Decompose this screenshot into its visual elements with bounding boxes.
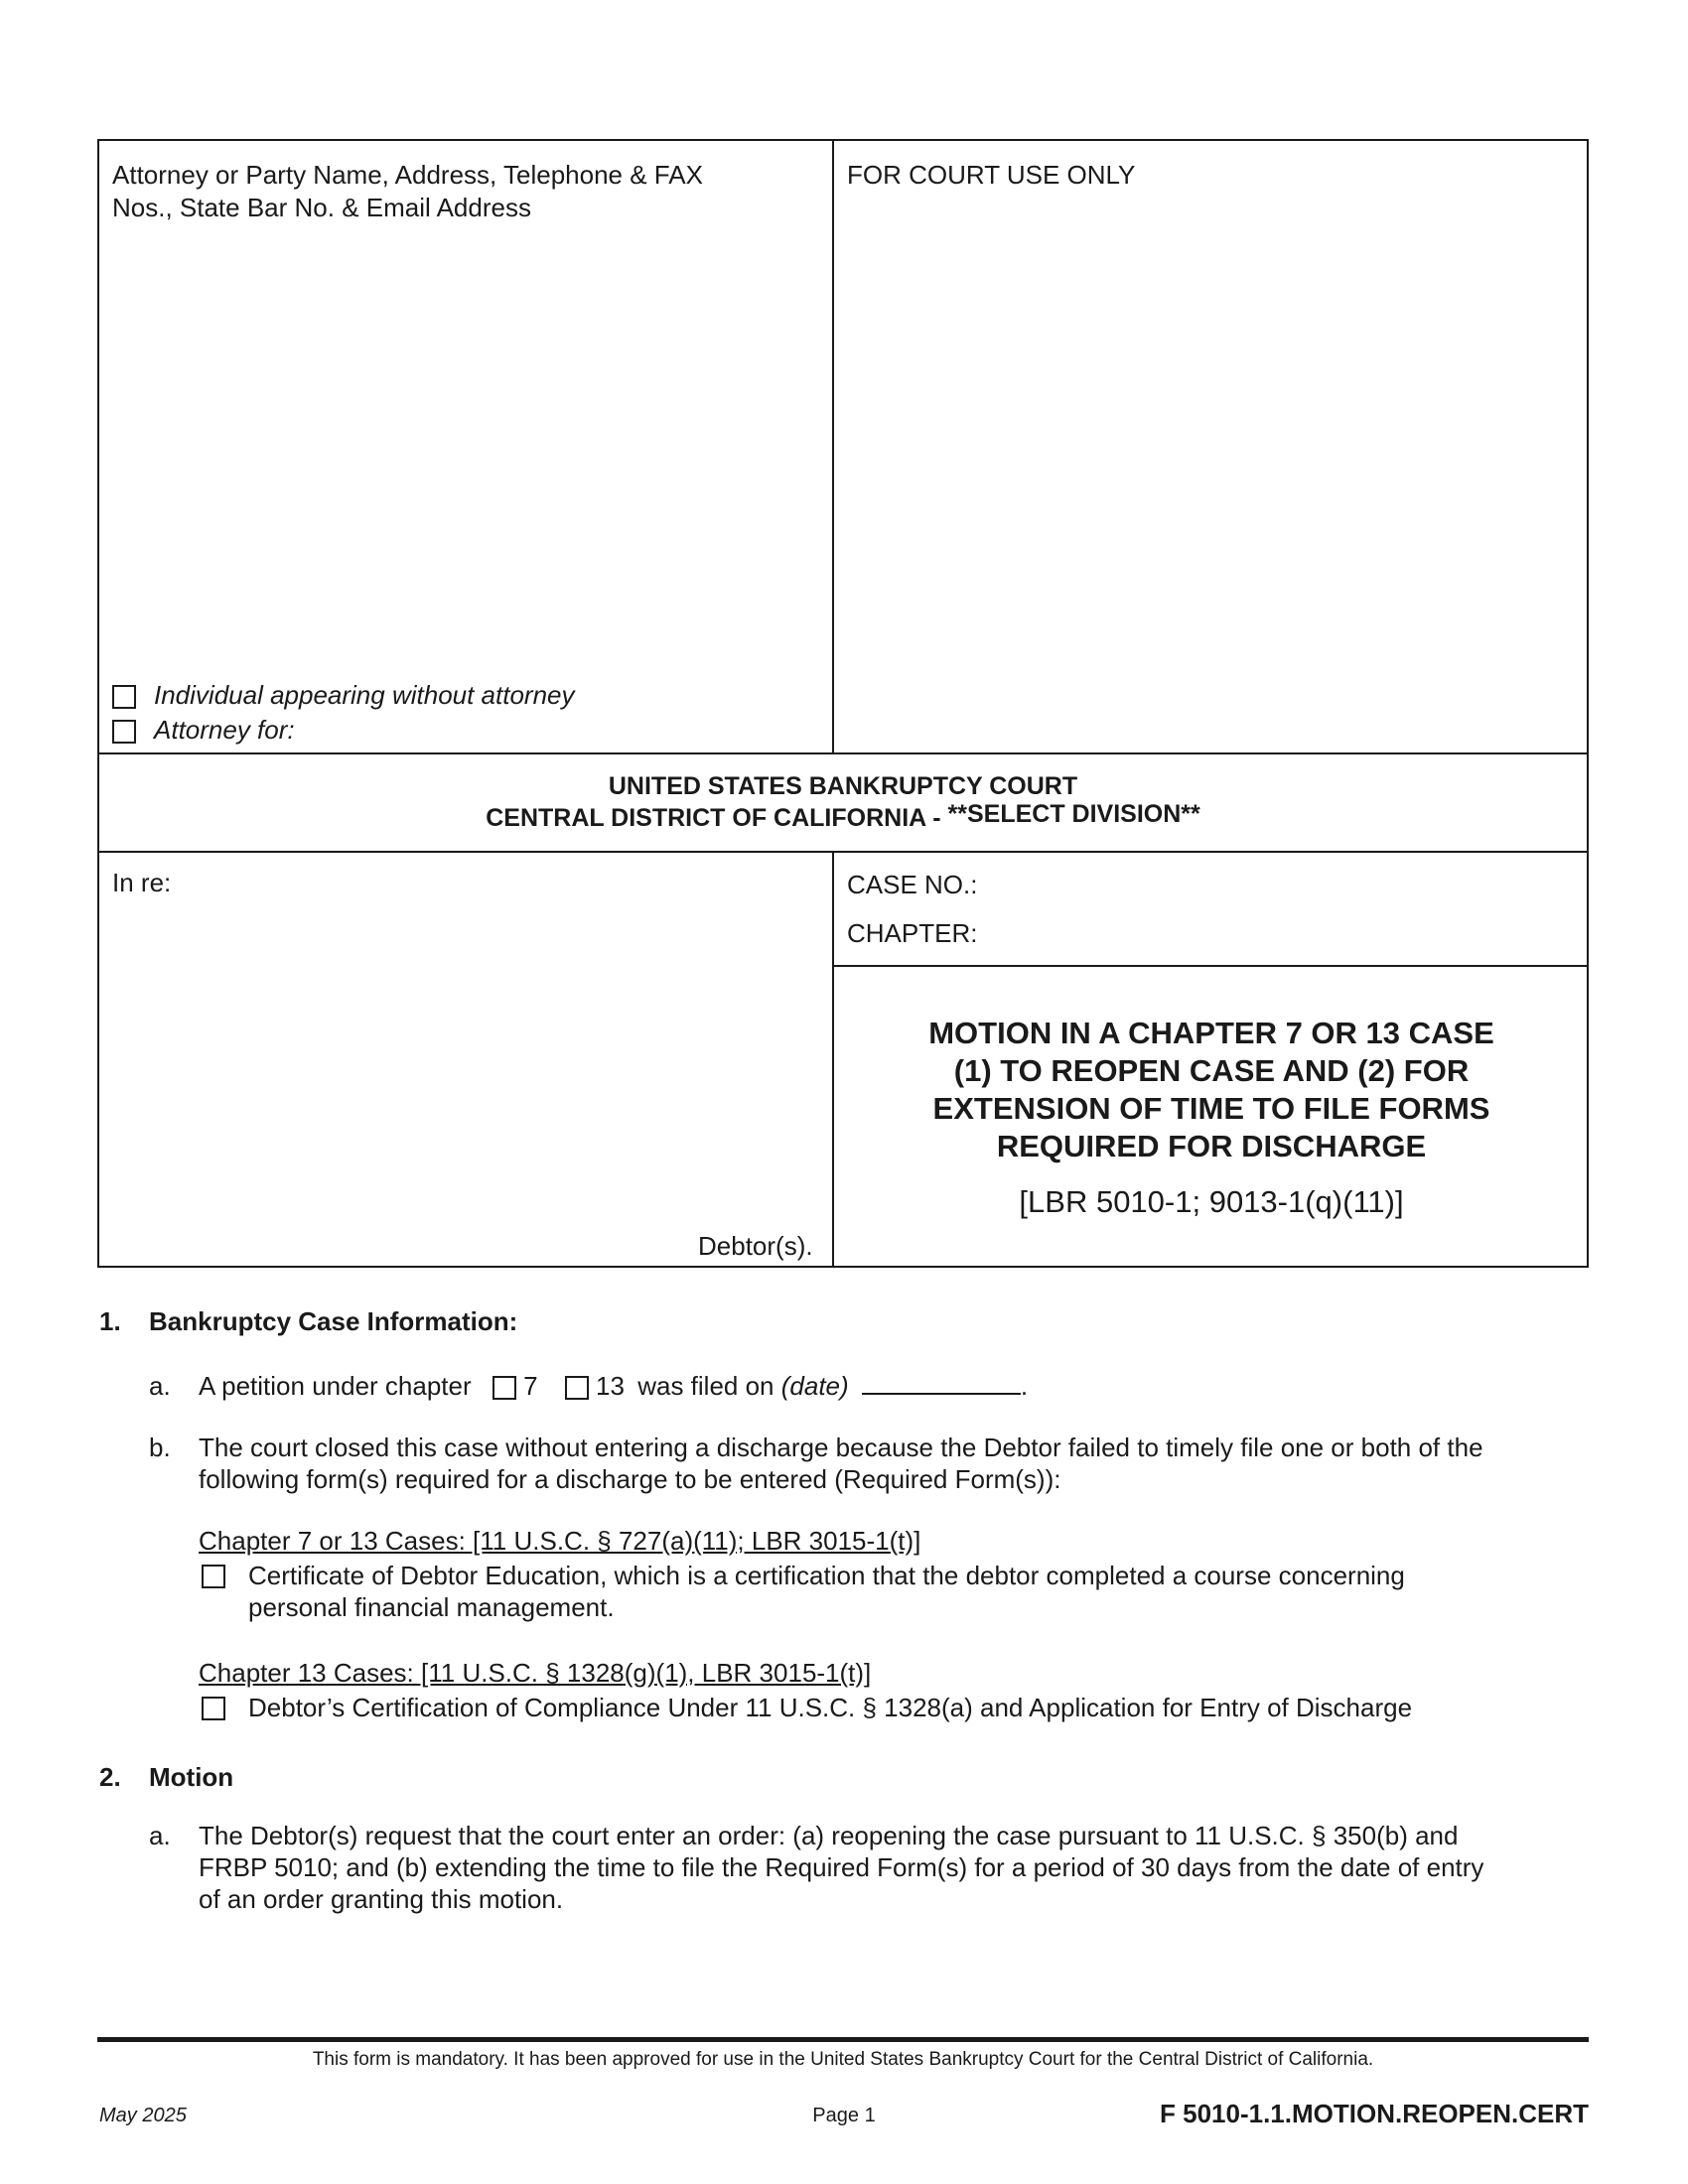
footer-page: Page 1 xyxy=(812,2105,876,2126)
motion-title: MOTION IN A CHAPTER 7 OR 13 CASE (1) TO REOPEN CASE AND (2) FOR EXTENSION OF TIME TO FILE FORMS REQUIRED FOR DISCHARGE xyxy=(928,1016,1494,1163)
section1-number: 1. xyxy=(99,1306,121,1336)
filing-date-field[interactable] xyxy=(862,1371,1021,1395)
option-attorney-label: Attorney for: xyxy=(154,715,295,745)
individual-checkbox[interactable] xyxy=(112,685,136,709)
division-select[interactable]: **SELECT DIVISION** xyxy=(947,800,1200,828)
court-name: UNITED STATES BANKRUPTCY COURT xyxy=(608,772,1078,800)
chapter13-item-checkbox-wrap xyxy=(202,1697,225,1720)
chapter7-label: 7 xyxy=(523,1371,538,1401)
debtor-education-item: Certificate of Debtor Education, which is a certification that the debtor completed a course concerning personal financial management. xyxy=(248,1561,1405,1622)
motion-request-text: The Debtor(s) request that the court enter an order: (a) reopening the case pursuant to 11 U.S.C. § 350(b) and FRBP 5010; and (b) extending the time to file the Required Form(s) for a period of 30 days from the date of entry of an order granting this motion. xyxy=(199,1821,1484,1914)
court-row-top xyxy=(97,752,1589,754)
section1-a-marker: a. xyxy=(149,1371,171,1401)
debtor-education-checkbox[interactable] xyxy=(202,1565,225,1588)
court-district: CENTRAL DISTRICT OF CALIFORNIA - **SELECT DIVISION** xyxy=(486,800,1200,832)
attorney-for-checkbox[interactable] xyxy=(112,720,136,744)
debtors-label: Debtor(s). xyxy=(698,1231,813,1261)
in-re-label: In re: xyxy=(112,868,172,897)
footer-notice: This form is mandatory. It has been approved for use in the United States Bankruptcy Court for the Central District of California. xyxy=(312,2049,1374,2070)
footer-date: May 2025 xyxy=(99,2105,187,2126)
chapter13-heading: Chapter 13 Cases: [11 U.S.C. § 1328(g)(1), LBR 3015-1(t)] xyxy=(199,1658,872,1688)
section2-a-marker: a. xyxy=(149,1821,171,1850)
chapter7-checkbox[interactable] xyxy=(492,1376,516,1400)
attorney-label: Attorney or Party Name, Address, Telephone & FAX Nos., State Bar No. & Email Address xyxy=(112,160,703,222)
section1-heading: Bankruptcy Case Information: xyxy=(149,1306,518,1336)
case-no-label: CASE NO.: xyxy=(847,870,978,899)
petition-line: A petition under chapter 7 13 was filed on (date) . xyxy=(199,1371,1029,1401)
chapter-label: CHAPTER: xyxy=(847,918,978,948)
section2-number: 2. xyxy=(99,1762,121,1792)
option-individual xyxy=(112,679,575,712)
chapter13-checkbox[interactable] xyxy=(565,1376,589,1400)
case-info-bottom xyxy=(832,965,1589,967)
footer-form-id: F 5010-1.1.MOTION.REOPEN.CERT xyxy=(1160,2099,1589,2128)
court-row-bottom xyxy=(97,851,1589,853)
compliance-certification-item: Debtor’s Certification of Compliance Under 11 U.S.C. § 1328(a) and Application for Entry of Discharge xyxy=(248,1693,1413,1722)
court-use-label: FOR COURT USE ONLY xyxy=(847,160,1136,190)
court-heading xyxy=(97,770,1589,834)
rule-reference: [LBR 5010-1; 9013-1(q)(11)] xyxy=(1019,1184,1404,1219)
chapter7-item-checkbox-wrap xyxy=(202,1565,225,1588)
caption-divider-top xyxy=(832,139,834,753)
footer-rule xyxy=(97,2037,1589,2042)
section1-b-marker: b. xyxy=(149,1433,171,1462)
section2-heading: Motion xyxy=(149,1762,234,1792)
section1-b-text: The court closed this case without entering a discharge because the Debtor failed to timely file one or both of the following form(s) required for a discharge to be entered (Required Form(s)): xyxy=(199,1433,1483,1494)
compliance-certification-checkbox[interactable] xyxy=(202,1697,225,1720)
chapter13-label: 13 xyxy=(596,1371,625,1401)
option-individual-label: Individual appearing without attorney xyxy=(154,680,575,710)
chapter7-heading: Chapter 7 or 13 Cases: [11 U.S.C. § 727(a)(11); LBR 3015-1(t)] xyxy=(199,1526,921,1556)
option-attorney xyxy=(112,714,295,747)
